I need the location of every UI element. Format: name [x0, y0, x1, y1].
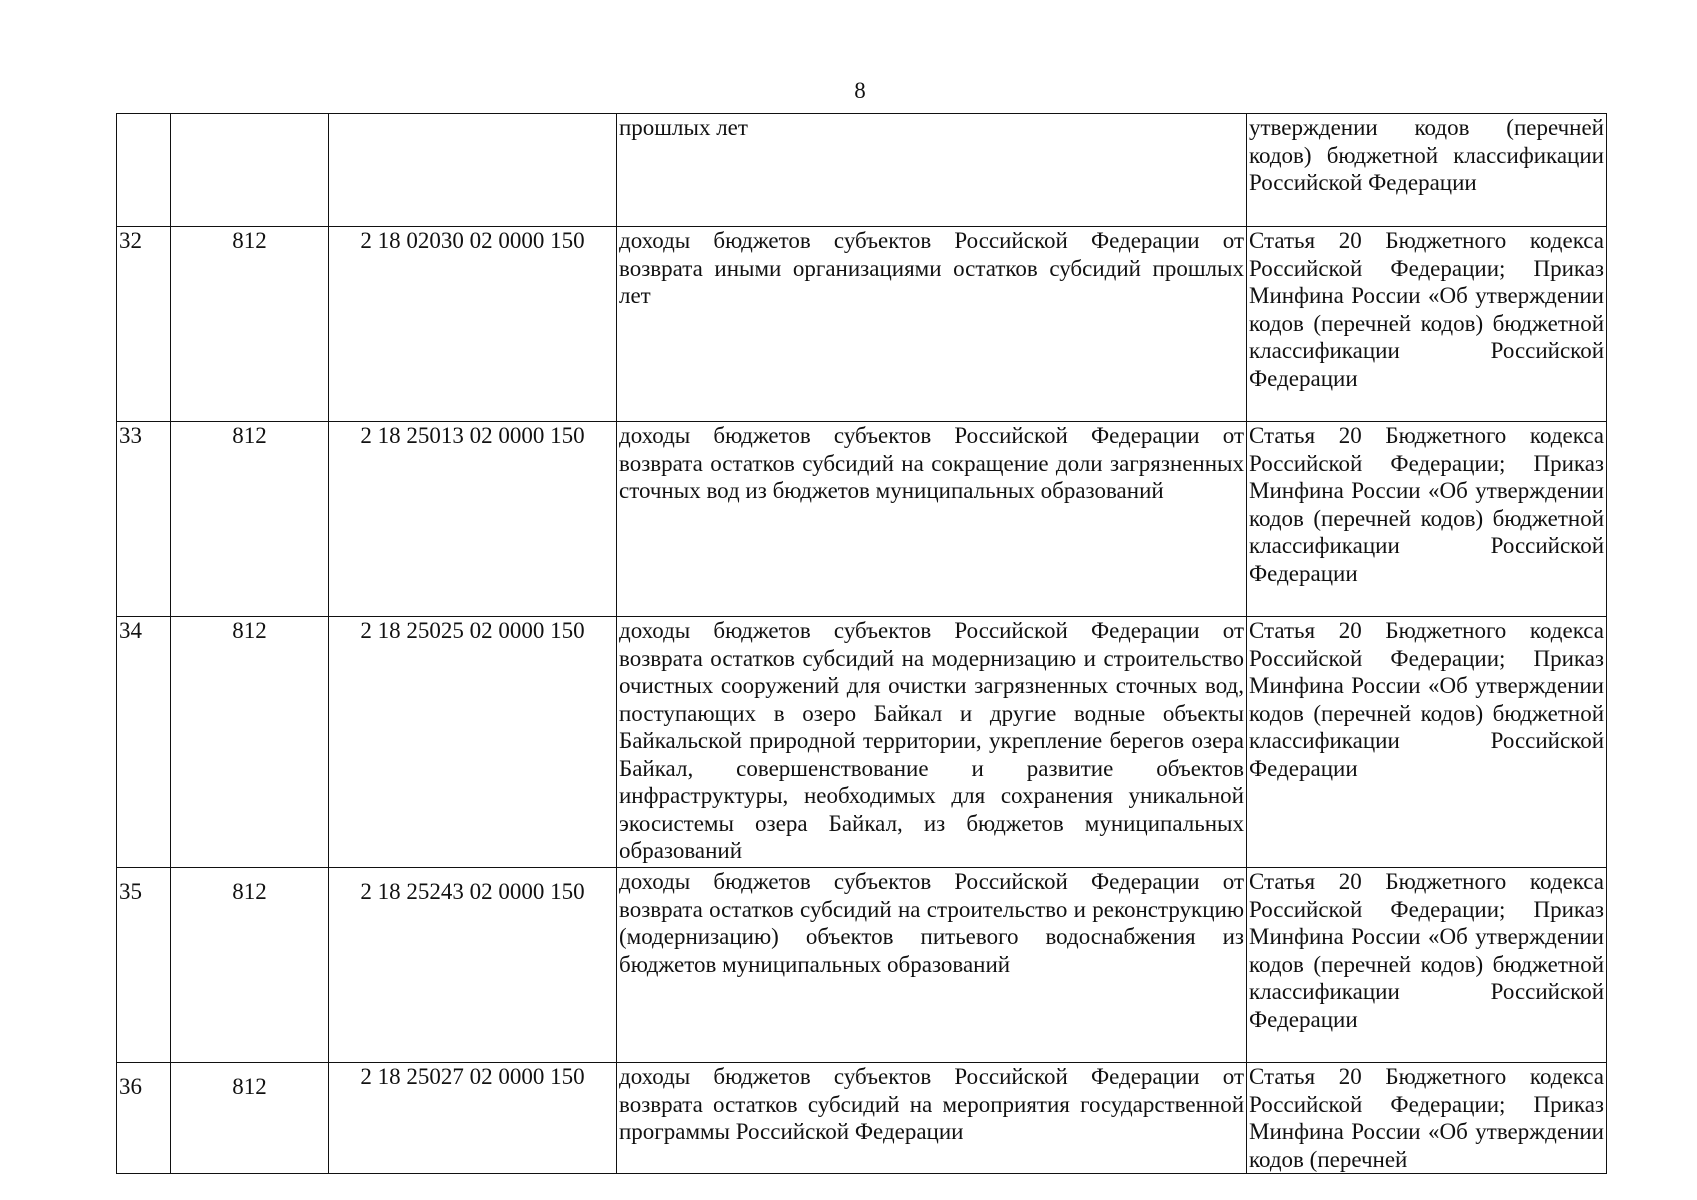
page-number: 8: [854, 78, 866, 103]
admin-code: 812: [171, 227, 329, 422]
admin-code: 812: [171, 617, 329, 868]
income-code: 2 18 02030 02 0000 150: [329, 227, 617, 422]
income-code: 2 18 25013 02 0000 150: [329, 422, 617, 617]
legal-basis: Статья 20 Бюджетного кодекса Российской Федерации; Приказ Минфина России «Об утверждении кодов (перечней кодов) бюджетной классификации Российской Федерации: [1247, 868, 1607, 1063]
legal-basis: Статья 20 Бюджетного кодекса Российской Федерации; Приказ Минфина России «Об утверждении кодов (перечней кодов) бюджетной классификации Российской Федерации: [1247, 227, 1607, 422]
row-number: [117, 1063, 171, 1174]
table-row: [117, 114, 1607, 227]
income-code: 2 18 25027 02 0000 150: [329, 1063, 617, 1174]
row-number: 34: [117, 617, 171, 868]
row-number: [117, 114, 171, 227]
income-name: доходы бюджетов субъектов Российской Федерации от возврата остатков субсидий на сокращение доли загрязненных сточных вод из бюджетов муниципальных образований: [617, 422, 1247, 617]
income-name: доходы бюджетов субъектов Российской Федерации от возврата остатков субсидий на модернизацию и строительство очистных сооружений для очистки загрязненных сточных вод, поступающих в озеро Байкал и другие водные объекты Байкальской природной территории, укрепление берегов озера Байкал, совершенствование и развитие объектов инфраструктуры, необходимых для сохранения уникальной экосистемы озера Байкал, из бюджетов муниципальных образований: [617, 617, 1247, 868]
legal-basis: утверждении кодов (перечней кодов) бюджетной классификации Российской Федерации: [1247, 114, 1607, 227]
row-number: 33: [117, 422, 171, 617]
income-name: доходы бюджетов субъектов Российской Федерации от возврата остатков субсидий на мероприятия государственной программы Российской Федерации: [617, 1063, 1247, 1174]
admin-code: 812: [171, 422, 329, 617]
income-codes-table: [116, 113, 1607, 1174]
income-code: [329, 868, 617, 1063]
income-name: доходы бюджетов субъектов Российской Федерации от возврата остатков субсидий на строительство и реконструкцию (модернизацию) объектов питьевого водоснабжения из бюджетов муниципальных образований: [617, 868, 1247, 1063]
legal-basis: Статья 20 Бюджетного кодекса Российской Федерации; Приказ Минфина России «Об утверждении кодов (перечней: [1247, 1063, 1607, 1174]
legal-basis: Статья 20 Бюджетного кодекса Российской Федерации; Приказ Минфина России «Об утверждении кодов (перечней кодов) бюджетной классификации Российской Федерации: [1247, 617, 1607, 868]
row-number: [117, 868, 171, 1063]
table-row: [117, 1063, 1607, 1174]
income-name: прошлых лет: [617, 114, 1247, 227]
admin-code: [171, 1063, 329, 1174]
admin-code-text: 812: [232, 1074, 267, 1099]
row-number: 32: [117, 227, 171, 422]
row-number-text: 35: [119, 879, 142, 904]
income-code: [329, 114, 617, 227]
table-row: [117, 422, 1607, 617]
income-code-text: 2 18 25243 02 0000 150: [360, 879, 585, 904]
income-code: 2 18 25025 02 0000 150: [329, 617, 617, 868]
table-row: [117, 227, 1607, 422]
admin-code: [171, 114, 329, 227]
admin-code: [171, 868, 329, 1063]
table-row: [117, 868, 1607, 1063]
income-name: доходы бюджетов субъектов Российской Федерации от возврата иными организациями остатков субсидий прошлых лет: [617, 227, 1247, 422]
admin-code-text: 812: [232, 879, 267, 904]
table-row: [117, 617, 1607, 868]
row-number-text: 36: [119, 1074, 142, 1099]
legal-basis: Статья 20 Бюджетного кодекса Российской Федерации; Приказ Минфина России «Об утверждении кодов (перечней кодов) бюджетной классификации Российской Федерации: [1247, 422, 1607, 617]
